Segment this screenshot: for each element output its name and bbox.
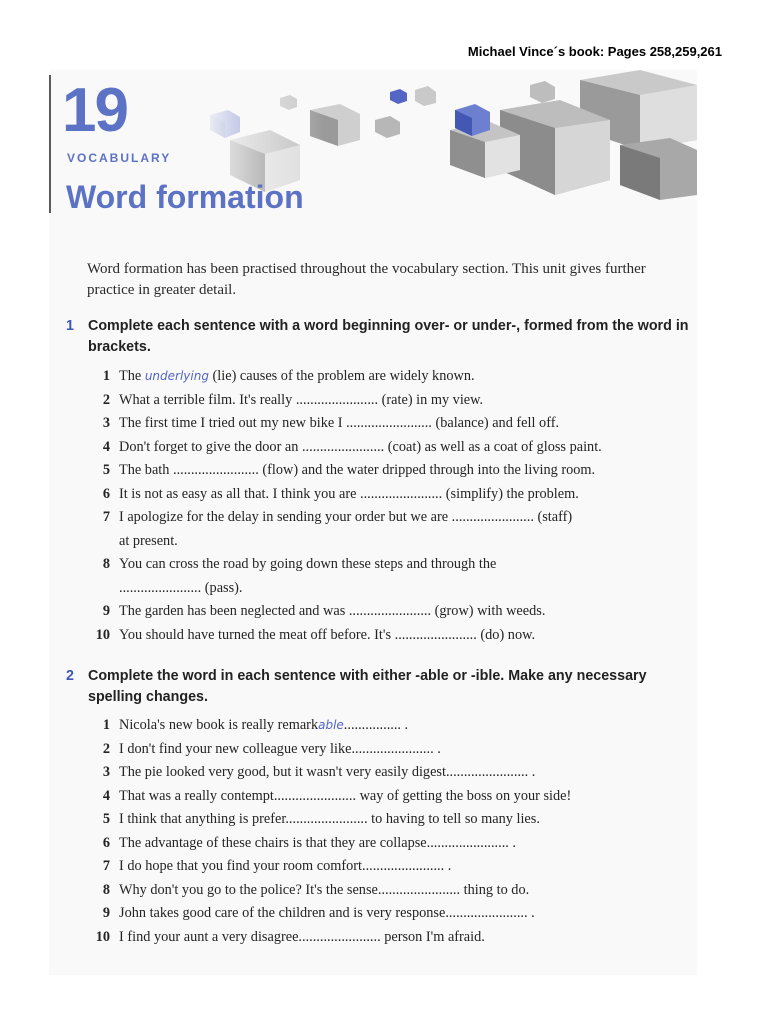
item-text: What a terrible film. It's really ....................... (rate) in my view. [119,391,484,408]
item-number: 7 [102,509,110,525]
handwritten-answer: underlying [144,369,209,383]
exercise-item [88,926,698,950]
exercise-number: 2 [66,668,74,684]
item-text: Don't forget to give the door an ....................... (coat) as well as a coat of gloss paint. [119,438,602,455]
item-text: Why don't you go to the police? It's the sense....................... thing to do. [119,881,530,898]
exercise-2-heading [66,666,696,708]
exercise-item [88,761,698,785]
exercise-item [88,624,698,648]
unit-title: Word formation [66,179,304,215]
unit-section-label: VOCABULARY [67,151,172,165]
page-edge-line [49,75,51,213]
item-number: 1 [102,717,110,733]
exercise-item [88,600,698,624]
item-text: The bath ........................ (flow) and the water dripped through into the living room. [119,462,596,478]
exercise-item [88,436,698,460]
item-text-start: The [119,368,145,384]
item-number: 9 [102,603,110,619]
item-text-end: (lie) causes of the problem are widely known. [208,368,475,384]
exercise-item [88,389,698,413]
exercise-2-items [88,714,698,949]
item-number: 2 [102,740,110,757]
item-number: 10 [95,626,110,643]
item-text: The pie looked very good, but it wasn't very easily digest....................... . [119,764,536,780]
exercise-item [88,832,698,856]
item-number: 3 [102,415,110,431]
item-text: You should have turned the meat off before. It's ....................... (do) now. [119,626,536,643]
item-number: 1 [102,368,110,384]
exercise-number: 1 [66,318,74,334]
exercise-1-heading [66,316,696,358]
item-text: I don't find your new colleague very like....................... . [119,740,441,757]
exercise-item [88,365,698,389]
item-text: The garden has been neglected and was ....................... (grow) with weeds. [119,603,546,619]
item-number: 10 [95,928,110,945]
exercise-item [88,506,698,553]
item-text: That was a really contempt....................... way of getting the boss on your side! [119,787,572,804]
item-text: I apologize for the delay in sending your order but we are ....................... (staff) [119,509,573,525]
exercise-item [88,459,698,483]
exercise-item [88,808,698,832]
item-text: I think that anything is prefer....................... to having to tell so many lies. [119,811,540,827]
item-number: 6 [102,485,110,502]
exercise-item [88,902,698,926]
exercise-instruction: Complete the word in each sentence with either -able or -ible. Make any necessary spelling changes. [88,668,647,705]
exercise-item [88,483,698,507]
item-text: John takes good care of the children and is very response....................... . [119,905,535,921]
handwritten-answer: able [318,718,344,732]
exercise-item [88,412,698,436]
intro-paragraph: Word formation has been practised throughout the vocabulary section. This unit gives further practice in greater detail. [87,261,646,298]
item-text: The first time I tried out my new bike I ........................ (balance) and fell off. [119,415,560,431]
exercise-item [88,553,698,600]
item-number: 2 [102,391,110,408]
exercise-instruction: Complete each sentence with a word beginning over- or under-, formed from the word in brackets. [88,318,689,355]
exercise-item [88,879,698,903]
item-number: 8 [102,556,110,572]
item-number: 8 [102,881,110,898]
item-text-continued: at present. [119,532,178,549]
item-number: 5 [102,462,110,478]
item-number: 9 [102,905,110,921]
item-text: I do hope that you find your room comfort....................... . [119,858,452,874]
item-number: 4 [102,787,110,804]
item-text: It is not as easy as all that. I think you are ....................... (simplify) the problem. [119,485,579,502]
item-text-start: Nicola's new book is really remark [119,717,319,733]
unit-number: 19 [62,76,127,145]
item-text: You can cross the road by going down these steps and through the [119,556,497,572]
item-text: The advantage of these chairs is that they are collapse....................... . [119,834,517,851]
item-number: 6 [102,834,110,851]
exercise-item [88,738,698,762]
exercise-item [88,785,698,809]
exercise-1-items [88,365,698,647]
item-number: 7 [102,858,110,874]
item-number: 3 [102,764,110,780]
item-text-continued: ....................... (pass). [119,579,243,596]
item-text: I find your aunt a very disagree....................... person I'm afraid. [119,928,485,945]
item-number: 4 [102,438,110,455]
item-text-end: ................ . [343,717,409,733]
exercise-item [88,855,698,879]
exercise-item [88,714,698,738]
book-reference: Michael Vince´s book: Pages 258,259,261 [467,44,722,59]
item-number: 5 [102,811,110,827]
